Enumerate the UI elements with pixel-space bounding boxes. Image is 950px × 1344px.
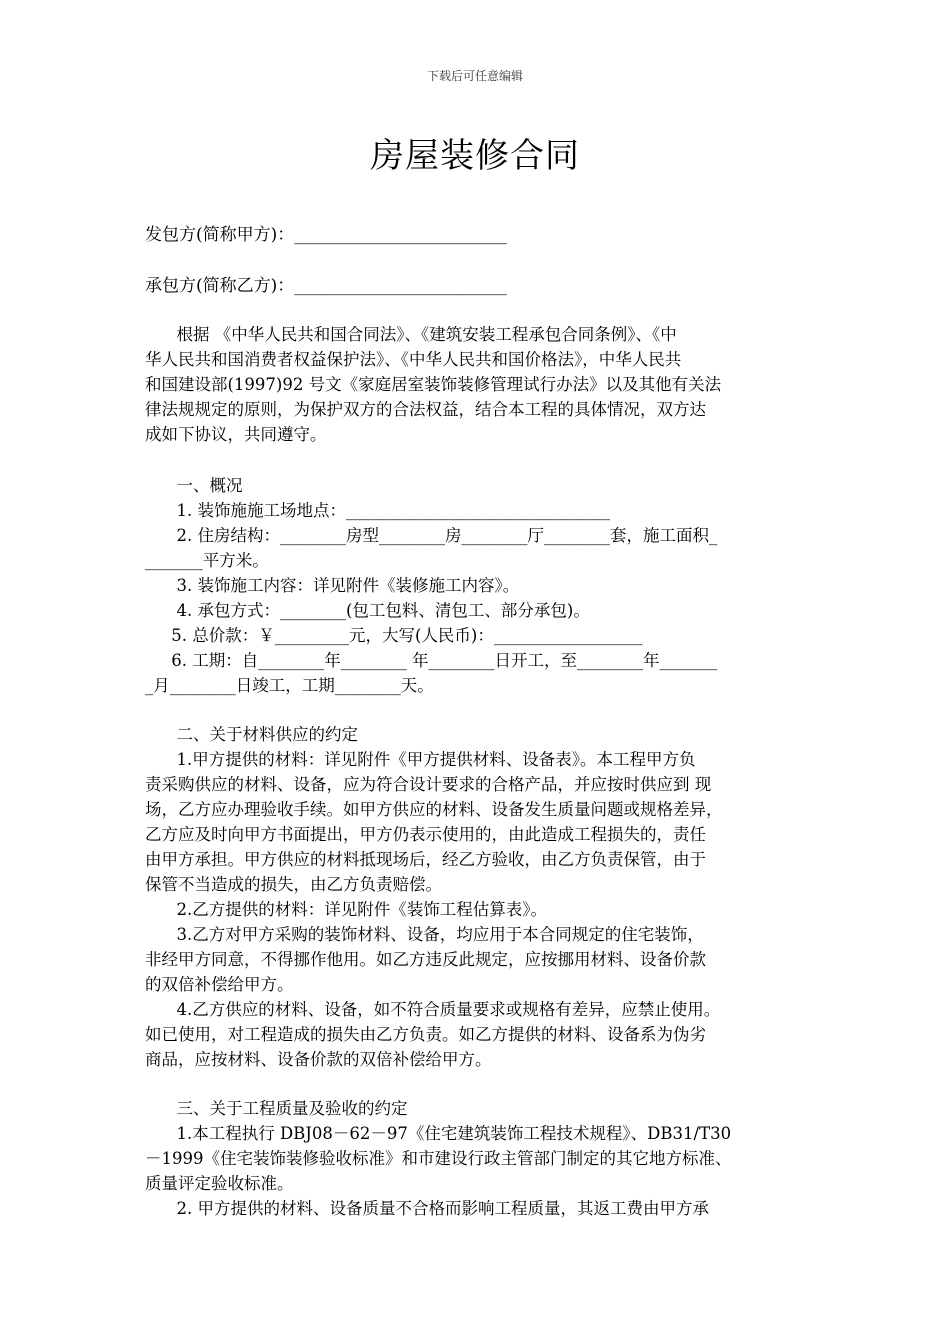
preamble-line: 和国建设部(1997)92 号文《家庭居室装饰装修管理试行办法》以及其他有关法 <box>145 375 722 394</box>
party-a-field: 发包方(简称甲方)：_________________________ <box>145 225 507 245</box>
section1-line: 6. 工期：自________年________ 年________日开工，至________年_______ <box>145 651 718 670</box>
section2-line: 场，乙方应办理验收手续。如甲方供应的材料、设备发生质量问题或规格差异， <box>145 800 723 819</box>
party-b-field: 承包方(简称乙方)：_________________________ <box>145 276 507 296</box>
section1-line: _______平方米。 <box>145 551 269 570</box>
section2-line: 责采购供应的材料、设备，应为符合设计要求的合格产品，并应按时供应到 现 <box>145 775 712 794</box>
section1-line: _月________日竣工，工期________天。 <box>145 676 434 695</box>
preamble-line: 华人民共和国消费者权益保护法》、《中华人民共和国价格法》，中华人民共 <box>145 350 682 369</box>
preamble-line: 根据 《中华人民共和国合同法》、《建筑安装工程承包合同条例》、《中 <box>145 325 677 344</box>
section2-line: 保管不当造成的损失，由乙方负责赔偿。 <box>145 875 442 894</box>
section-heading-materials: 二、关于材料供应的约定 <box>145 725 358 744</box>
section2-line: 非经甲方同意，不得挪作他用。如乙方违反此规定，应按挪用材料、设备价款 <box>145 950 706 969</box>
preamble-line: 成如下协议，共同遵守。 <box>145 425 327 444</box>
section2-line: 由甲方承担。甲方供应的材料抵现场后，经乙方验收，由乙方负责保管，由于 <box>145 850 706 869</box>
section-heading-quality: 三、关于工程质量及验收的约定 <box>145 1099 408 1118</box>
page-header-note: 下载后可任意编辑 <box>426 69 523 83</box>
section3-line: －1999《住宅装饰装修验收标准》和市建设行政主管部门制定的其它地方标准、 <box>145 1149 732 1168</box>
section3-line: 质量评定验收标准。 <box>145 1174 294 1193</box>
section2-line: 4.乙方供应的材料、设备，如不符合质量要求或规格有差异，应禁止使用。 <box>145 1000 721 1019</box>
document-title: 房屋装修合同 <box>370 136 580 176</box>
section1-line: 2. 住房结构：________房型________房________厅________套，施工面积_ <box>145 526 718 545</box>
section3-line: 1.本工程执行 DBJ08－62－97《住宅建筑装饰工程技术规程》、DB31/T30 <box>145 1124 732 1143</box>
section1-line: 4. 承包方式：________(包工包料、清包工、部分承包)。 <box>145 601 590 620</box>
preamble-line: 律法规规定的原则，为保护双方的合法权益，结合本工程的具体情况，双方达 <box>145 400 706 419</box>
section2-line: 的双倍补偿给甲方。 <box>145 975 294 994</box>
section3-line: 2. 甲方提供的材料、设备质量不合格而影响工程质量，其返工费由甲方承 <box>145 1199 709 1218</box>
section2-line: 1.甲方提供的材料：详见附件《甲方提供材料、设备表》。本工程甲方负 <box>145 750 696 769</box>
section-heading-overview: 一、概况 <box>145 476 243 495</box>
section1-line: 5. 总价款：￥_________元，大写(人民币)：__________________ <box>145 626 643 645</box>
section2-line: 如已使用，对工程造成的损失由乙方负责。如乙方提供的材料、设备系为伪劣 <box>145 1025 706 1044</box>
section1-line: 1. 装饰施施工场地点：________________________________ <box>145 501 610 520</box>
section2-line: 3.乙方对甲方采购的装饰材料、设备，均应用于本合同规定的住宅装饰， <box>145 925 704 944</box>
section1-line: 3. 装饰施工内容：详见附件《装修施工内容》。 <box>145 576 520 595</box>
section2-line: 2.乙方提供的材料：详见附件《装饰工程估算表》。 <box>145 900 547 919</box>
section2-line: 商品，应按材料、设备价款的双倍补偿给甲方。 <box>145 1050 492 1069</box>
section2-line: 乙方应及时向甲方书面提出，甲方仍表示使用的，由此造成工程损失的，责任 <box>145 825 706 844</box>
